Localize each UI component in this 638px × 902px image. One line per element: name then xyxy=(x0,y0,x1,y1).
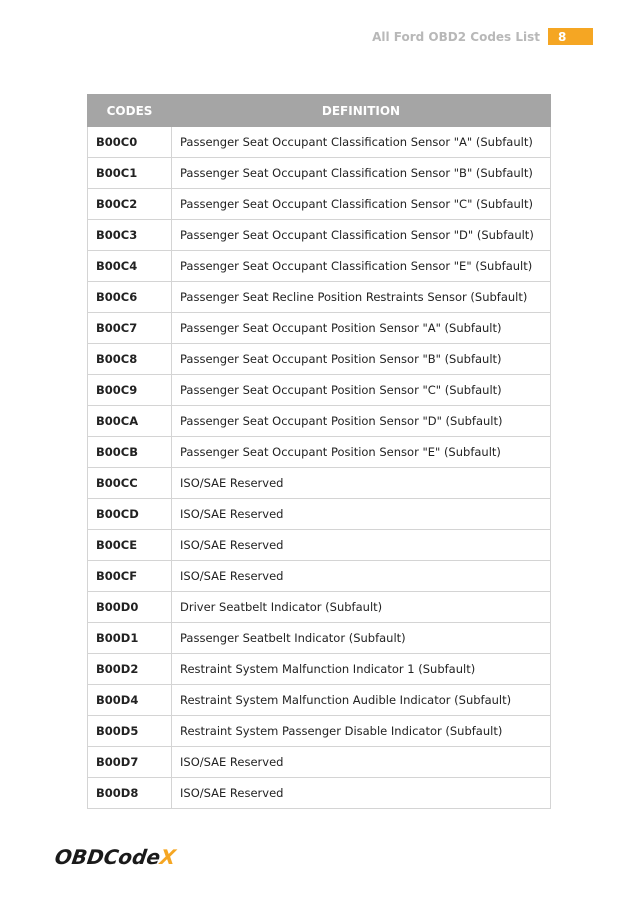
definition-cell: Restraint System Malfunction Audible Indicator (Subfault) xyxy=(172,685,551,716)
code-cell: B00CA xyxy=(88,406,172,437)
code-cell: B00CF xyxy=(88,561,172,592)
code-cell: B00D5 xyxy=(88,716,172,747)
definition-cell: Passenger Seat Occupant Classification Sensor "B" (Subfault) xyxy=(172,158,551,189)
definition-cell: ISO/SAE Reserved xyxy=(172,561,551,592)
logo-accent: X xyxy=(158,845,178,869)
page-number-badge: 8 xyxy=(548,28,593,45)
definition-cell: ISO/SAE Reserved xyxy=(172,530,551,561)
code-cell: B00CE xyxy=(88,530,172,561)
code-cell: B00C7 xyxy=(88,313,172,344)
table-row xyxy=(88,158,551,189)
page-header xyxy=(372,28,593,45)
obdcodex-logo xyxy=(53,845,177,869)
table-row xyxy=(88,592,551,623)
definition-cell: Passenger Seat Occupant Classification Sensor "C" (Subfault) xyxy=(172,189,551,220)
definition-cell: Passenger Seatbelt Indicator (Subfault) xyxy=(172,623,551,654)
code-cell: B00D8 xyxy=(88,778,172,809)
code-cell: B00C2 xyxy=(88,189,172,220)
definition-cell: Passenger Seat Occupant Classification Sensor "A" (Subfault) xyxy=(172,127,551,158)
definition-cell: Restraint System Malfunction Indicator 1 (Subfault) xyxy=(172,654,551,685)
definition-cell: ISO/SAE Reserved xyxy=(172,468,551,499)
definition-cell: ISO/SAE Reserved xyxy=(172,747,551,778)
table-header-row xyxy=(88,95,551,127)
table-row xyxy=(88,747,551,778)
column-header-definition: DEFINITION xyxy=(172,95,551,127)
table-row xyxy=(88,530,551,561)
code-cell: B00C1 xyxy=(88,158,172,189)
document-title: All Ford OBD2 Codes List xyxy=(372,29,540,44)
table-row xyxy=(88,437,551,468)
definition-cell: Passenger Seat Occupant Position Sensor "A" (Subfault) xyxy=(172,313,551,344)
code-cell: B00C6 xyxy=(88,282,172,313)
definition-cell: Passenger Seat Occupant Position Sensor "B" (Subfault) xyxy=(172,344,551,375)
table-row xyxy=(88,468,551,499)
table-row xyxy=(88,282,551,313)
table-row xyxy=(88,716,551,747)
code-cell: B00C3 xyxy=(88,220,172,251)
code-cell: B00C4 xyxy=(88,251,172,282)
table-row xyxy=(88,623,551,654)
table-row xyxy=(88,189,551,220)
table-body xyxy=(88,127,551,809)
code-cell: B00C9 xyxy=(88,375,172,406)
codes-table xyxy=(87,94,551,809)
table-row xyxy=(88,220,551,251)
definition-cell: Restraint System Passenger Disable Indicator (Subfault) xyxy=(172,716,551,747)
definition-cell: Passenger Seat Occupant Position Sensor "E" (Subfault) xyxy=(172,437,551,468)
table-row xyxy=(88,561,551,592)
definition-cell: Driver Seatbelt Indicator (Subfault) xyxy=(172,592,551,623)
code-cell: B00CB xyxy=(88,437,172,468)
code-cell: B00D4 xyxy=(88,685,172,716)
definition-cell: Passenger Seat Occupant Classification Sensor "E" (Subfault) xyxy=(172,251,551,282)
code-cell: B00CC xyxy=(88,468,172,499)
definition-cell: ISO/SAE Reserved xyxy=(172,778,551,809)
definition-cell: Passenger Seat Recline Position Restraints Sensor (Subfault) xyxy=(172,282,551,313)
table-row xyxy=(88,406,551,437)
code-cell: B00D0 xyxy=(88,592,172,623)
table-row xyxy=(88,313,551,344)
table-row xyxy=(88,127,551,158)
code-cell: B00C0 xyxy=(88,127,172,158)
table-row xyxy=(88,778,551,809)
column-header-codes: CODES xyxy=(88,95,172,127)
table-row xyxy=(88,499,551,530)
logo-text: OBDCode xyxy=(53,845,162,869)
table-row xyxy=(88,251,551,282)
code-cell: B00D1 xyxy=(88,623,172,654)
table-row xyxy=(88,685,551,716)
code-cell: B00D7 xyxy=(88,747,172,778)
definition-cell: ISO/SAE Reserved xyxy=(172,499,551,530)
code-cell: B00C8 xyxy=(88,344,172,375)
code-cell: B00CD xyxy=(88,499,172,530)
definition-cell: Passenger Seat Occupant Classification Sensor "D" (Subfault) xyxy=(172,220,551,251)
table-row xyxy=(88,375,551,406)
definition-cell: Passenger Seat Occupant Position Sensor "D" (Subfault) xyxy=(172,406,551,437)
table-row xyxy=(88,344,551,375)
table-row xyxy=(88,654,551,685)
code-cell: B00D2 xyxy=(88,654,172,685)
definition-cell: Passenger Seat Occupant Position Sensor "C" (Subfault) xyxy=(172,375,551,406)
